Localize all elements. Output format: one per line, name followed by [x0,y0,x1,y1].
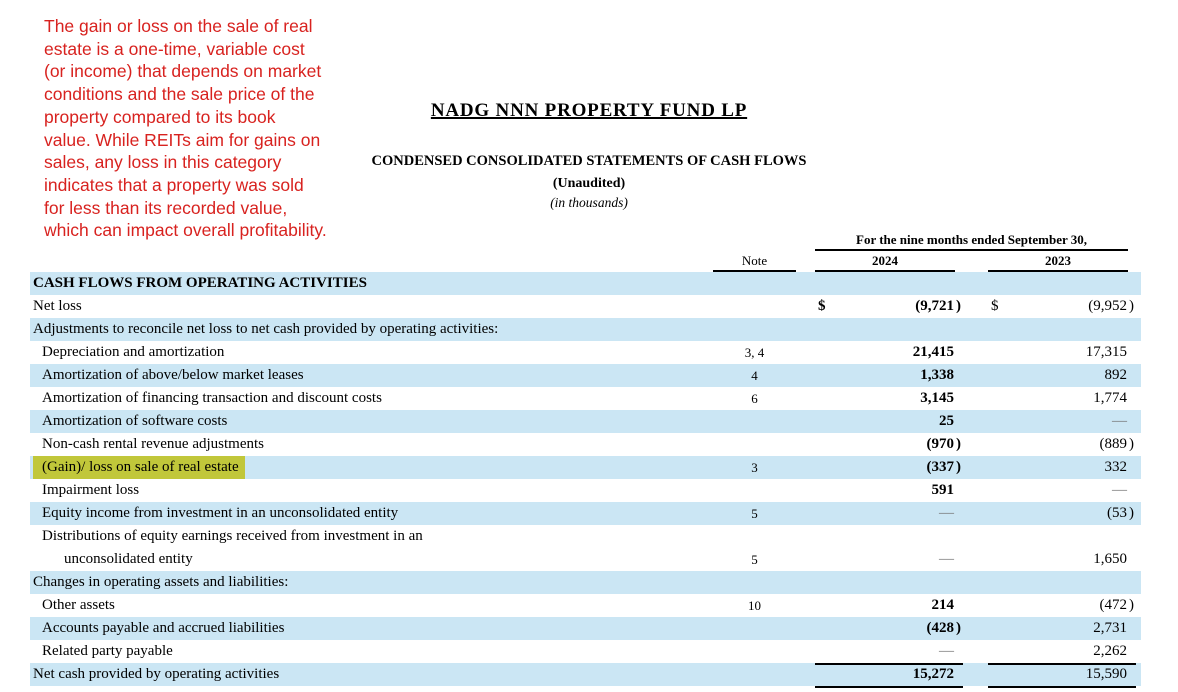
column-gap [963,571,988,594]
annotation-line: for less than its recorded value, [44,197,288,218]
column-gap [963,387,988,410]
column-gap [796,387,815,410]
row-label: Equity income from investment in an unconsolidated entity [42,505,399,521]
row-label: Accounts payable and accrued liabilities [42,620,285,636]
close-paren: ) [956,436,961,452]
value-text: 1,774 [1093,390,1127,406]
row-right-pad [1136,364,1141,387]
table-row [30,594,1141,617]
row-label: Amortization of above/below market leases [42,367,304,383]
row-label: Net cash provided by operating activities [33,666,280,682]
value-text: 1,338 [920,367,954,383]
column-gap [963,479,988,502]
row-right-pad [1136,410,1141,433]
value-text: 214 [931,597,954,613]
row-right-pad [1136,525,1141,571]
table-row [30,318,1141,341]
value-2024-cell [815,617,963,640]
column-gap [796,663,815,688]
row-label: Adjustments to reconcile net loss to net cash provided by operating activities: [33,321,499,337]
table-row-highlighted [30,456,1141,479]
value-text: — [939,505,954,521]
column-gap [963,433,988,456]
value-2023-cell [988,640,1136,665]
value-2023-cell [988,479,1136,502]
value-2024-cell [815,433,963,456]
annotation-line: property compared to its book [44,106,276,127]
row-label: Net loss [33,298,82,314]
year-2024-column-header: 2024 [815,251,955,272]
value-2023-cell [988,571,1136,594]
table-row [30,387,1141,410]
value-text: 591 [931,482,954,498]
column-gap [796,571,815,594]
year-2023-column-header: 2023 [988,251,1128,272]
units-label: (in thousands) [550,195,628,210]
column-gap [963,364,988,387]
annotation-line: conditions and the sale price of the [44,84,315,105]
column-gap [796,318,815,341]
value-text: 892 [1104,367,1127,383]
value-text: (428 [926,620,954,636]
value-text: 3,145 [920,390,954,406]
annotation-line: The gain or loss on the sale of real [44,16,313,36]
row-right-pad [1136,594,1141,617]
value-2024-cell [815,571,963,594]
value-text: — [1112,413,1127,429]
annotation-line: value. While REITs aim for gains on [44,129,321,150]
note-cell [713,433,796,456]
table-row [30,295,1141,318]
column-gap [796,295,815,318]
row-label [30,456,713,479]
table-row [30,479,1141,502]
value-2023-cell [988,364,1136,387]
value-2023-cell [988,502,1136,525]
column-gap [796,640,815,665]
column-gap [963,341,988,364]
value-2023-cell [988,295,1136,318]
close-paren: ) [956,620,961,636]
note-cell: 4 [751,368,758,383]
table-row [30,525,1141,571]
row-label-line2: unconsolidated entity [64,551,193,567]
value-text: (9,952 [1088,298,1127,314]
value-2023-cell [988,617,1136,640]
column-gap [963,410,988,433]
table-row [30,617,1141,640]
table-row [30,640,1141,663]
value-2023-cell [988,272,1136,295]
column-gap [963,272,988,295]
value-2023-cell [988,456,1136,479]
note-cell: 6 [751,391,758,406]
value-text: (472 [1099,597,1127,613]
column-gap [963,640,988,665]
close-paren: ) [1129,436,1134,452]
value-2024-cell [815,295,963,318]
close-paren: ) [1129,298,1134,314]
value-2023-cell [988,433,1136,456]
row-right-pad [1136,295,1141,318]
column-gap [796,594,815,617]
note-cell [713,640,796,665]
value-text: 15,272 [912,666,954,682]
note-cell [713,295,796,318]
row-right-pad [1136,341,1141,364]
close-paren: ) [1129,597,1134,613]
row-label: Distributions of equity earnings received from investment in an unconsolidated entity [30,525,713,571]
value-text: (53 [1107,505,1127,521]
row-label: Related party payable [42,643,173,659]
value-text: 25 [939,413,954,429]
annotation-line: sales, any loss in this category [44,152,282,173]
currency-symbol: $ [991,298,999,314]
note-cell: 5 [751,552,758,567]
table-row [30,272,1141,295]
row-right-pad [1136,318,1141,341]
row-label: Other assets [42,597,115,613]
cash-flow-table [30,230,1141,686]
value-text: (970 [926,436,954,452]
note-cell [713,663,796,688]
yellow-highlight: (Gain)/ loss on sale of real estate [33,456,245,479]
row-label: Amortization of financing transaction and discount costs [42,390,382,406]
value-2024-cell [815,502,963,525]
column-gap [796,456,815,479]
row-right-pad [1136,617,1141,640]
note-cell [713,318,796,341]
value-2023-cell [988,548,1136,571]
value-2024-cell [815,594,963,617]
column-gap [796,410,815,433]
annotation-line: (or income) that depends on market [44,61,322,82]
value-text: — [939,643,954,659]
note-cell: 3, 4 [744,345,765,360]
row-right-pad [1136,456,1141,479]
value-2024-cell [815,640,963,665]
column-gap [963,663,988,688]
close-paren: ) [1129,505,1134,521]
unaudited-label: (Unaudited) [552,176,626,191]
column-gap [796,479,815,502]
currency-symbol: $ [818,298,826,314]
row-label: CASH FLOWS FROM OPERATING ACTIVITIES [33,275,367,291]
row-right-pad [1136,663,1141,688]
note-cell [713,571,796,594]
note-cell: 10 [748,598,761,613]
value-text: (889 [1099,436,1127,452]
note-cell: 3 [751,460,758,475]
row-label: Amortization of software costs [42,413,228,429]
row-right-pad [1136,479,1141,502]
value-text: 1,650 [1093,551,1127,567]
column-gap [796,617,815,640]
value-2023-cell [988,318,1136,341]
table-body [30,272,1141,686]
value-2023-cell [988,341,1136,364]
note-cell [713,617,796,640]
value-text: 2,731 [1093,620,1127,636]
value-text: (337 [926,459,954,475]
column-gap [796,272,815,295]
table-row [30,433,1141,456]
row-label: Depreciation and amortization [42,344,225,360]
annotation-line: estate is a one-time, variable cost [44,38,305,59]
note-cell [713,410,796,433]
value-text: 2,262 [1093,643,1127,659]
note-column-header: Note [713,251,796,272]
column-header-row [30,251,1141,272]
period-header: For the nine months ended September 30, [815,230,1128,251]
note-cell: 5 [751,506,758,521]
row-right-pad [1136,387,1141,410]
value-2024-cell [815,364,963,387]
column-gap [963,594,988,617]
table-row [30,341,1141,364]
value-2024-cell [815,387,963,410]
value-2023-cell [988,410,1136,433]
value-text: — [1112,482,1127,498]
period-header-row [30,230,1141,251]
column-gap [796,341,815,364]
value-2024-cell [815,341,963,364]
row-label: Impairment loss [42,482,140,498]
value-text: — [939,551,954,567]
column-gap [963,456,988,479]
annotation-line: which can impact overall profitability. [44,220,327,241]
value-text: (9,721 [915,298,954,314]
row-right-pad [1136,640,1141,665]
column-gap [796,525,815,571]
row-right-pad [1136,433,1141,456]
row-right-pad [1136,502,1141,525]
table-row [30,410,1141,433]
column-gap [963,525,988,571]
note-cell [713,272,796,295]
row-right-pad [1136,272,1141,295]
table-row [30,364,1141,387]
row-label: Non-cash rental revenue adjustments [42,436,265,452]
column-gap [796,364,815,387]
row-right-pad [1136,571,1141,594]
value-text: 17,315 [1085,344,1127,360]
column-gap [963,295,988,318]
value-2024-cell [815,410,963,433]
row-label: Changes in operating assets and liabilities: [33,574,289,590]
column-gap [963,318,988,341]
value-2023-cell [988,663,1136,688]
note-cell [713,479,796,502]
close-paren: ) [956,298,961,314]
company-title: NADG NNN PROPERTY FUND LP [430,100,748,121]
value-2024-cell [815,479,963,502]
value-text: 15,590 [1085,666,1127,682]
value-text: 332 [1104,459,1127,475]
table-row [30,663,1141,686]
column-gap [796,433,815,456]
table-row [30,571,1141,594]
close-paren: ) [956,459,961,475]
value-2024-cell [815,663,963,688]
column-gap [963,502,988,525]
column-gap [796,502,815,525]
annotation-line: indicates that a property was sold [44,174,304,195]
statement-title: CONDENSED CONSOLIDATED STATEMENTS OF CASH FLOWS [371,153,807,169]
table-row [30,502,1141,525]
value-2024-cell [815,548,963,571]
column-gap [963,617,988,640]
value-2023-cell [988,387,1136,410]
value-2024-cell [815,318,963,341]
value-2024-cell [815,456,963,479]
value-2024-cell [815,272,963,295]
value-text: 21,415 [912,344,954,360]
value-2023-cell [988,594,1136,617]
